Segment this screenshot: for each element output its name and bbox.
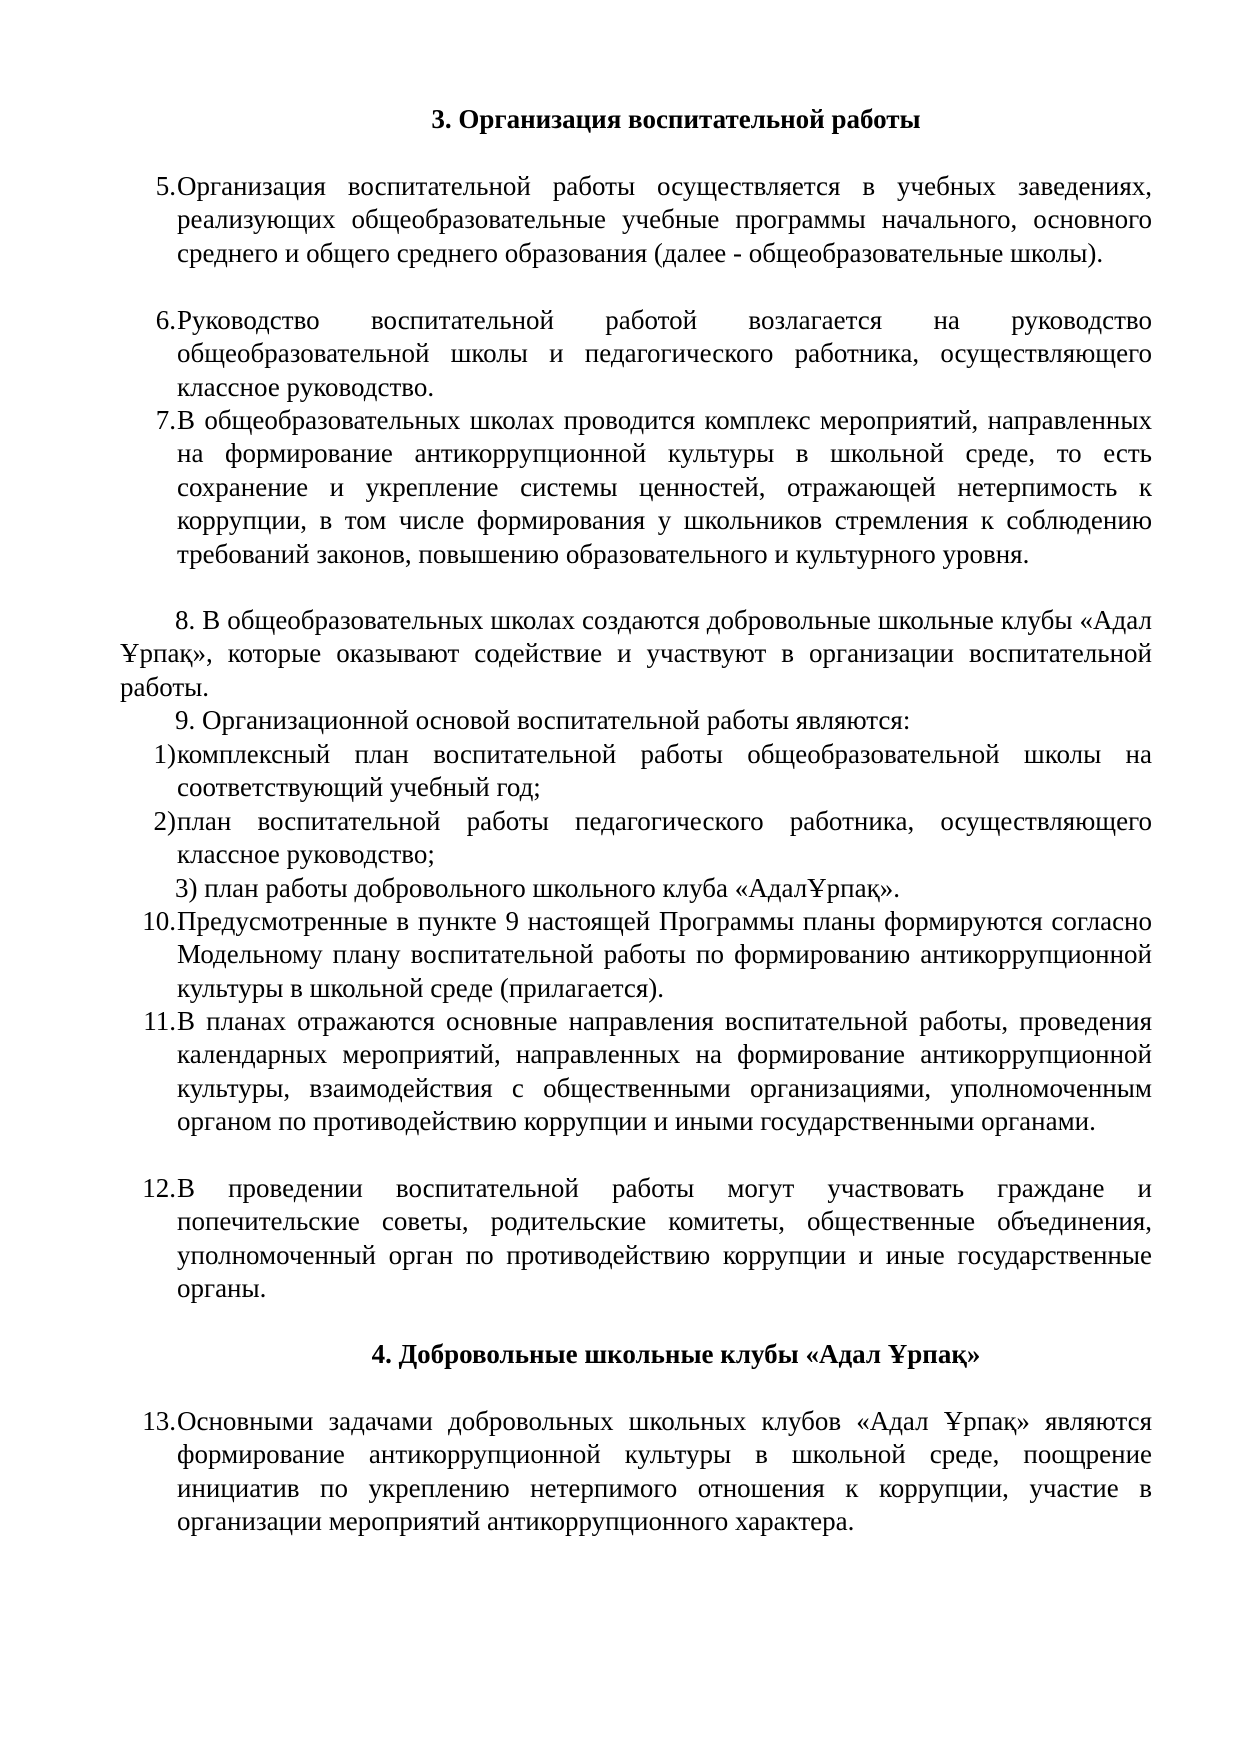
- item-number: 10.: [142, 906, 176, 936]
- subitem-1: [120, 738, 1152, 805]
- item-number: 5.: [155, 171, 176, 201]
- paragraph-8: 8. В общеобразовательных школах создаются добровольные школьные клубы «Адал Ұрпақ», которые оказывают содействие и участвуют в организации воспитательной работы.: [120, 605, 1152, 702]
- paragraph-9: 9. Организационной основой воспитательной работы являются:: [175, 705, 911, 735]
- item-text: Предусмотренные в пункте 9 настоящей Программы планы формируются согласно Модельному плану воспитательной работы по формированию антикоррупционной культуры в школьной среде (прилагается).: [177, 906, 1152, 1003]
- item-text: Основными задачами добровольных школьных клубов «Адал Ұрпақ» являются формирование антикоррупционной культуры в школьной среде, поощрение инициатив по укреплению нетерпимого отношения к коррупции, участие в организации мероприятий антикоррупционного характера.: [177, 1406, 1152, 1537]
- item-text: В планах отражаются основные направления воспитательной работы, проведения календарных мероприятий, направленных на формирование антикоррупционной культуры, взаимодействия с общественными организациями, уполномоченным органом по противодействию коррупции и иными государственными органами.: [177, 1006, 1152, 1137]
- subitem-text: комплексный план воспитательной работы общеобразовательной школы на соответствующий учебный год;: [177, 739, 1152, 803]
- list-item-7: [120, 404, 1152, 604]
- list-item-11: [120, 1005, 1152, 1172]
- list-item-5: [120, 170, 1152, 304]
- item-text: Руководство воспитательной работой возлагается на руководство общеобразовательной школы и педагогического работника, осуществляющего классное руководство.: [177, 305, 1152, 402]
- subitem-2: [120, 805, 1152, 872]
- item-text: В проведении воспитательной работы могут участвовать граждане и попечительские советы, родительские комитеты, общественные объединения, уполномоченный орган по противодействию коррупции и иные государственные органы.: [177, 1173, 1152, 1304]
- subitem-number: 2): [153, 806, 176, 836]
- section-4-title: 4. Добровольные школьные клубы «Адал Ұрпақ»: [371, 1339, 981, 1369]
- item-number: 6.: [155, 305, 176, 335]
- item-text: Организация воспитательной работы осуществляется в учебных заведениях, реализующих общеобразовательные учебные программы начального, основного среднего и общего среднего образования (далее - общеобразовательные школы).: [177, 171, 1152, 268]
- list-item-12: [120, 1172, 1152, 1306]
- item-number: 12.: [142, 1173, 176, 1203]
- item-number: 13.: [142, 1406, 176, 1436]
- item-number: 7.: [155, 405, 176, 435]
- section-3-title: 3. Организация воспитательной работы: [431, 104, 921, 134]
- subitem-number: 1): [153, 739, 176, 769]
- item-number: 11.: [143, 1006, 176, 1036]
- list-item-10: [120, 905, 1152, 1005]
- list-item-6: [120, 304, 1152, 404]
- list-item-13: [120, 1405, 1152, 1539]
- subitem-3: 3) план работы добровольного школьного клуба «АдалҰрпақ».: [175, 873, 900, 903]
- item-text: В общеобразовательных школах проводится комплекс мероприятий, направленных на формирование антикоррупционной культуры в школьной среде, то есть сохранение и укрепление системы ценностей, отражающей нетерпимость к коррупции, в том числе формирования у школьников стремления к соблюдению требований законов, повышению образовательного и культурного уровня.: [177, 405, 1152, 569]
- subitem-text: план воспитательной работы педагогического работника, осуществляющего классное руководство;: [177, 806, 1152, 870]
